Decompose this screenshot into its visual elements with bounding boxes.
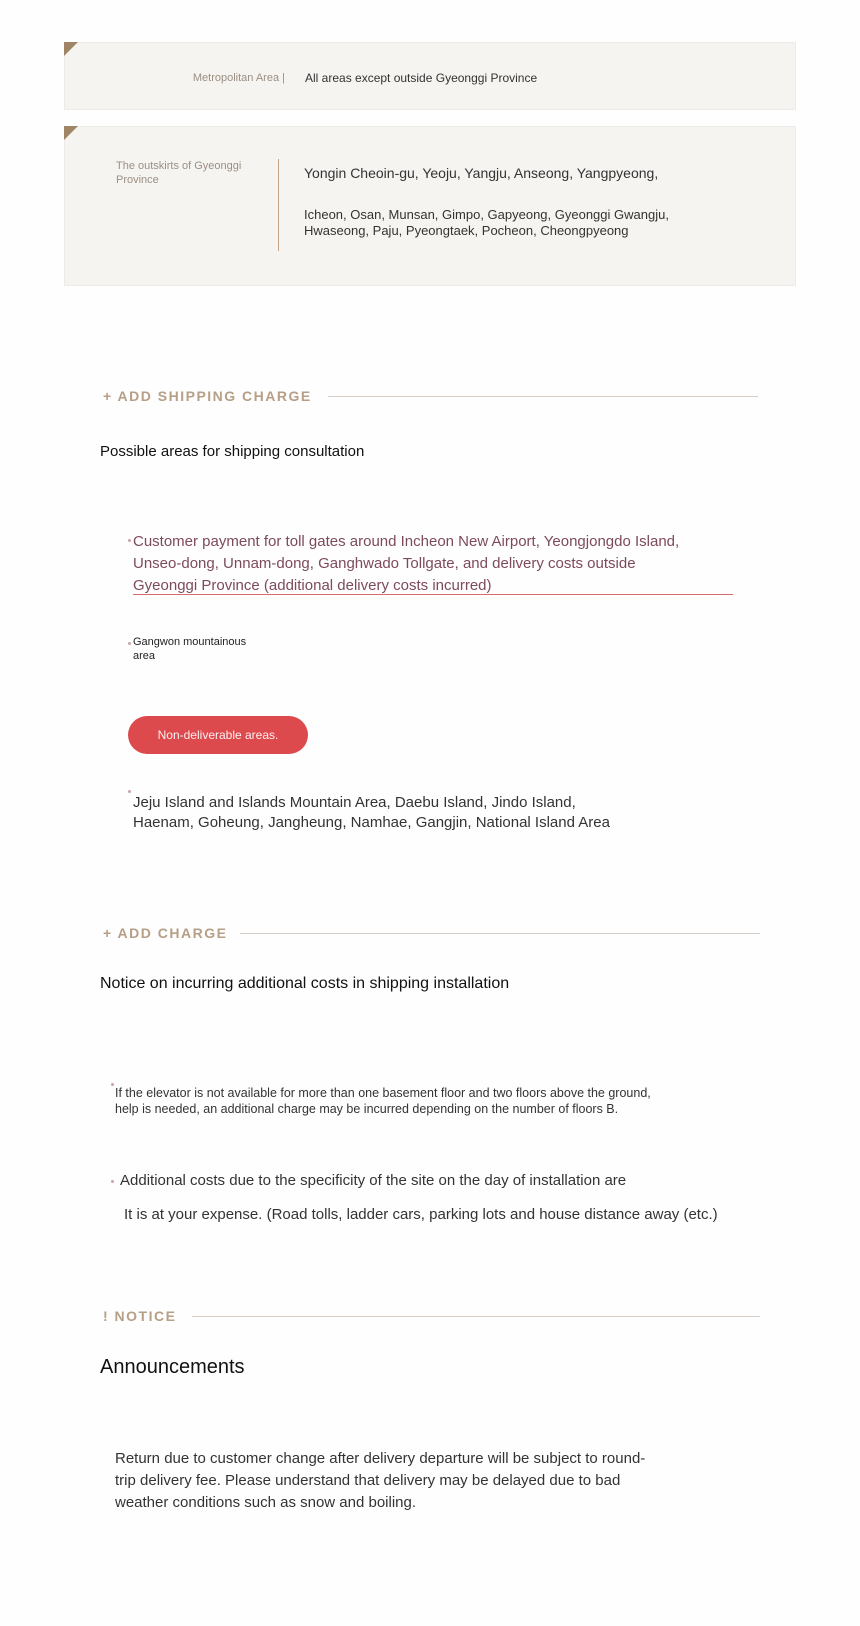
metro-region-box [64,42,796,110]
outskirts-label: The outskirts of Gyeonggi Province [116,160,242,186]
notice-line-3: weather conditions such as snow and boiling. [115,1494,417,1511]
non-deliverable-badge: Non-deliverable areas. [128,716,308,754]
islands-line-2: Haenam, Goheung, Jangheung, Namhae, Gangjin, National Island Area [133,814,610,831]
outskirts-divider [278,159,279,251]
outskirts-region-box [64,126,796,286]
toll-text [133,531,679,597]
toll-line-1: Customer payment for toll gates around Incheon New Airport, Yeongjongdo Island, [133,533,680,550]
bullet-icon [111,1083,114,1086]
notice-subtitle: Announcements [100,1356,245,1378]
islands-text [133,793,610,833]
toll-line-3: Gyeonggi Province (additional delivery costs incurred) [133,577,492,594]
notice-heading: ! NOTICE [103,1308,177,1324]
elevator-line-1: If the elevator is not available for more than one basement floor and two floors above the ground, [115,1086,651,1100]
islands-line-1: Jeju Island and Islands Mountain Area, Daebu Island, Jindo Island, [133,794,576,811]
notice-text [115,1448,645,1514]
elevator-line-2: help is needed, an additional charge may be incurred depending on the number of floors B. [115,1102,619,1116]
bullet-icon [128,790,131,793]
corner-triangle-icon [64,42,78,56]
notice-heading-rule [192,1316,760,1317]
outskirts-line-3: Hwaseong, Paju, Pyeongtaek, Pocheon, Cheongpyeong [304,223,629,238]
metro-label: Metropolitan Area | [192,72,285,84]
site-line-1: Additional costs due to the specificity of the site on the day of installation are [120,1172,627,1189]
toll-line-2: Unseo-dong, Unnam-dong, Ganghwado Tollgate, and delivery costs outside [133,555,636,572]
outskirts-line-2: Icheon, Osan, Munsan, Gimpo, Gapyeong, Gyeonggi Gwangju, [304,207,669,222]
site-line-2: It is at your expense. (Road tolls, ladder cars, parking lots and house distance away (etc.) [124,1206,718,1223]
notice-line-2: trip delivery fee. Please understand that delivery may be delayed due to bad [115,1472,621,1489]
outskirts-line-1: Yongin Cheoin-gu, Yeoju, Yangju, Anseong, Yangpyeong, [304,165,659,181]
charge-subtitle: Notice on incurring additional costs in shipping installation [100,975,510,992]
shipping-heading: + ADD SHIPPING CHARGE [103,388,312,404]
bullet-icon [111,1180,114,1183]
gangwon-text: Gangwon mountainous area [133,636,247,662]
bullet-icon [128,642,131,645]
toll-underline [133,594,733,595]
bullet-icon [128,539,131,542]
charge-heading: + ADD CHARGE [103,925,228,941]
elevator-text [115,1085,651,1117]
notice-line-1: Return due to customer change after delivery departure will be subject to round- [115,1450,646,1467]
corner-triangle-icon [64,126,78,140]
shipping-subtitle: Possible areas for shipping consultation [100,443,365,460]
charge-heading-rule [240,933,760,934]
shipping-heading-rule [328,396,758,397]
metro-value: All areas except outside Gyeonggi Province [305,71,538,85]
